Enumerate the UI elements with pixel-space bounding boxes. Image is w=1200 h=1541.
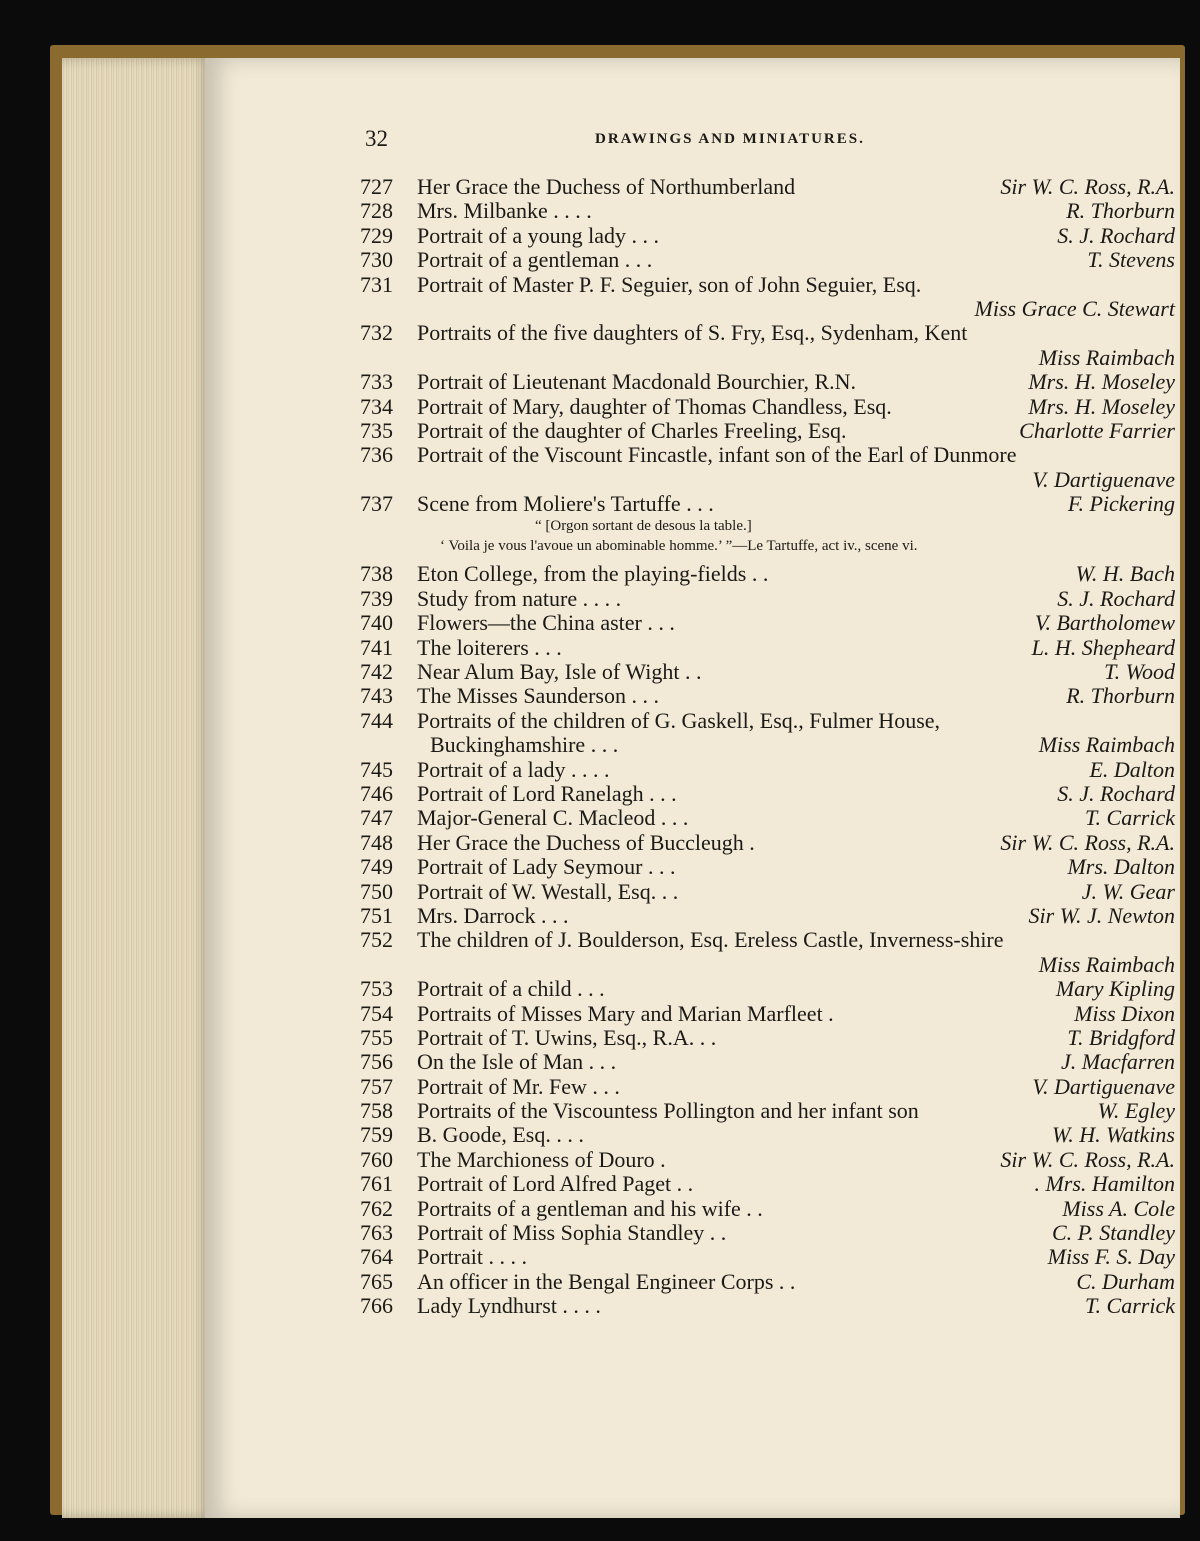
entry-number: 766 [360, 1293, 393, 1319]
catalogue-entry [360, 587, 1175, 611]
entry-title: Lady Lyndhurst . . . . [417, 1293, 601, 1319]
entry-title: B. Goode, Esq. . . . [417, 1122, 584, 1148]
catalogue-entry [360, 611, 1175, 635]
catalogue-entry [360, 346, 1175, 370]
entry-title: Portraits of a gentleman and his wife . . [417, 1195, 763, 1221]
catalogue-entry [360, 1002, 1175, 1026]
catalogue-entry [360, 977, 1175, 1001]
entry-title: On the Isle of Man . . . [417, 1049, 617, 1075]
entry-title: Portraits of Misses Mary and Marian Marfleet . [417, 1000, 834, 1026]
entry-list-2 [360, 562, 1175, 1318]
entry-title: Study from nature . . . . [417, 585, 622, 611]
entry-title: Major-General C. Macleod . . . [417, 805, 689, 831]
catalogue-entry [360, 199, 1175, 223]
entry-number: 743 [360, 683, 393, 709]
entry-number: 746 [360, 780, 393, 806]
entry-artist: S. J. Rochard [1057, 585, 1175, 611]
entry-title: Portrait of Mr. Few . . . [417, 1073, 620, 1099]
catalogue-entries [360, 175, 1175, 1319]
book-page [205, 58, 1180, 1518]
entry-artist: R. Thorburn [1066, 683, 1175, 709]
entry-artist: Sir W. C. Ross, R.A. [1000, 174, 1175, 199]
entry-number: 737 [360, 491, 393, 517]
catalogue-entry [360, 928, 1175, 952]
entry-artist: J. Macfarren [1060, 1049, 1175, 1075]
quote-line-2 [360, 536, 1175, 556]
entry-artist: Mrs. Dalton [1067, 854, 1175, 880]
catalogue-entry [360, 419, 1175, 443]
entry-title: Portrait of W. Westall, Esq. . . [417, 878, 679, 904]
entry-title: Portrait of Master P. F. Seguier, son of John Seguier, Esq. [417, 271, 922, 297]
entry-number: 731 [360, 271, 393, 297]
catalogue-entry [360, 1148, 1175, 1172]
entry-artist: Miss Raimbach [1038, 732, 1175, 758]
catalogue-entry [360, 1123, 1175, 1147]
catalogue-entry [360, 492, 1175, 516]
entry-number: 738 [360, 561, 393, 587]
catalogue-entry [360, 904, 1175, 928]
page-number: 32 [365, 126, 388, 151]
entry-number: 758 [360, 1098, 393, 1124]
running-title: DRAWINGS AND MINIATURES. [595, 131, 865, 147]
entry-number: 730 [360, 247, 393, 273]
entry-title: Portrait of Lady Seymour . . . [417, 854, 676, 880]
entry-artist: F. Pickering [1067, 491, 1175, 517]
entry-number: 745 [360, 756, 393, 782]
catalogue-entry [360, 684, 1175, 708]
catalogue-entry [360, 1075, 1175, 1099]
entry-number: 736 [360, 442, 393, 468]
entry-number: 735 [360, 417, 393, 443]
entry-title: The children of J. Boulderson, Esq. Ereless Castle, Inverness-shire [417, 927, 1004, 953]
entry-artist: Miss F. S. Day [1047, 1244, 1175, 1270]
page-edges [62, 58, 212, 1518]
entry-artist: T. Wood [1104, 659, 1175, 685]
entry-number: 727 [360, 174, 393, 199]
entry-artist: T. Stevens [1087, 247, 1175, 273]
entry-number: 741 [360, 634, 393, 660]
catalogue-entry [360, 636, 1175, 660]
entry-title: An officer in the Bengal Engineer Corps . . [417, 1268, 796, 1294]
entry-title: The loiterers . . . [417, 634, 562, 660]
entry-artist: S. J. Rochard [1057, 780, 1175, 806]
quote-line-1 [360, 516, 1175, 536]
entry-title: Her Grace the Duchess of Buccleugh . [417, 829, 755, 855]
catalogue-entry [360, 1050, 1175, 1074]
entry-title: Portrait of a young lady . . . [417, 222, 659, 248]
catalogue-entry [360, 370, 1175, 394]
entry-title: Portrait of Lord Alfred Paget . . [417, 1171, 694, 1197]
catalogue-entry [360, 1172, 1175, 1196]
entry-artist: V. Bartholomew [1034, 610, 1175, 636]
catalogue-entry [360, 468, 1175, 492]
entry-number: 750 [360, 878, 393, 904]
entry-artist: T. Carrick [1084, 805, 1175, 831]
entry-title: Portraits of the five daughters of S. Fry, Esq., Sydenham, Kent [417, 320, 968, 346]
catalogue-entry [360, 562, 1175, 586]
catalogue-entry [360, 758, 1175, 782]
catalogue-entry [360, 1197, 1175, 1221]
entry-number: 765 [360, 1268, 393, 1294]
catalogue-entry [360, 782, 1175, 806]
entry-artist: Mrs. H. Moseley [1028, 393, 1175, 419]
entry-number: 759 [360, 1122, 393, 1148]
entry-title: Portrait of a gentleman . . . [417, 247, 653, 273]
entry-number: 752 [360, 927, 393, 953]
entry-title: Portrait of Miss Sophia Standley . . [417, 1220, 727, 1246]
entry-title: Buckinghamshire . . . [430, 732, 619, 758]
entry-artist: Sir W. J. Newton [1028, 902, 1175, 928]
catalogue-entry [360, 321, 1175, 345]
entry-title: Portrait of a child . . . [417, 976, 605, 1002]
entry-title: Scene from Moliere's Tartuffe . . . [417, 491, 714, 517]
entry-title: Flowers—the China aster . . . [417, 610, 675, 636]
entry-artist: W. Egley [1097, 1098, 1175, 1124]
entry-title: Portrait of a lady . . . . [417, 756, 610, 782]
entry-artist: Sir W. C. Ross, R.A. [1000, 829, 1175, 855]
entry-title: Near Alum Bay, Isle of Wight . . [417, 659, 702, 685]
entry-number: 744 [360, 707, 393, 733]
entry-artist: Mrs. H. Moseley [1028, 369, 1175, 395]
entry-artist: W. H. Watkins [1051, 1122, 1175, 1148]
entry-artist: Miss Raimbach [1038, 344, 1175, 370]
catalogue-entry [360, 1270, 1175, 1294]
entry-artist: Charlotte Farrier [1019, 417, 1175, 443]
entry-title: Portrait of Lieutenant Macdonald Bourchier, R.N. [417, 369, 857, 395]
quote-text-2: ‘ Voila je vous l'avoue un abominable homme.’ ”—Le Tartuffe, act iv., scene vi. [440, 538, 918, 555]
entry-number: 764 [360, 1244, 393, 1270]
entry-title: The Misses Saunderson . . . [417, 683, 659, 709]
entry-number: 742 [360, 659, 393, 685]
catalogue-entry [360, 831, 1175, 855]
entry-number: 739 [360, 585, 393, 611]
entry-title: The Marchioness of Douro . [417, 1146, 666, 1172]
entry-artist: S. J. Rochard [1057, 222, 1175, 248]
catalogue-entry [360, 953, 1175, 977]
entry-artist: T. Carrick [1084, 1293, 1175, 1319]
entry-title: Portraits of the children of G. Gaskell, Esq., Fulmer House, [417, 707, 941, 733]
entry-artist: E. Dalton [1089, 756, 1175, 782]
entry-artist: Mary Kipling [1055, 976, 1175, 1002]
entry-title: Portrait of Mary, daughter of Thomas Chandless, Esq. [417, 393, 892, 419]
catalogue-entry [360, 709, 1175, 733]
entry-artist: T. Bridgford [1067, 1024, 1175, 1050]
entry-title: Portrait of T. Uwins, Esq., R.A. . . [417, 1024, 717, 1050]
catalogue-entry [360, 806, 1175, 830]
catalogue-entry [360, 224, 1175, 248]
catalogue-entry [360, 660, 1175, 684]
entry-number: 763 [360, 1220, 393, 1246]
catalogue-entry [360, 1294, 1175, 1318]
entry-artist: J. W. Gear [1081, 878, 1175, 904]
entry-artist: Miss Raimbach [1038, 951, 1175, 977]
entry-title: Her Grace the Duchess of Northumberland [417, 174, 796, 199]
catalogue-entry [360, 443, 1175, 467]
entry-artist: L. H. Shepheard [1031, 634, 1175, 660]
entry-number: 760 [360, 1146, 393, 1172]
entry-artist: V. Dartiguenave [1032, 466, 1175, 492]
entry-number: 762 [360, 1195, 393, 1221]
catalogue-entry [360, 395, 1175, 419]
entry-artist: . Mrs. Hamilton [1034, 1171, 1175, 1197]
entry-number: 734 [360, 393, 393, 419]
catalogue-entry [360, 297, 1175, 321]
entry-title: Portrait of the Viscount Fincastle, infant son of the Earl of Dunmore [417, 442, 1017, 468]
catalogue-entry [360, 273, 1175, 297]
entry-number: 751 [360, 902, 393, 928]
entry-title: Portrait of Lord Ranelagh . . . [417, 780, 677, 806]
entry-artist: Miss A. Cole [1062, 1195, 1175, 1221]
entry-artist: C. P. Standley [1051, 1220, 1175, 1246]
entry-number: 754 [360, 1000, 393, 1026]
entry-number: 732 [360, 320, 393, 346]
entry-number: 755 [360, 1024, 393, 1050]
entry-number: 749 [360, 854, 393, 880]
entry-number: 761 [360, 1171, 393, 1197]
entry-number: 748 [360, 829, 393, 855]
entry-artist: Miss Dixon [1074, 1000, 1175, 1026]
catalogue-entry [360, 855, 1175, 879]
entry-title: Mrs. Darrock . . . [417, 902, 569, 928]
entry-artist: Miss Grace C. Stewart [974, 295, 1175, 321]
entry-number: 747 [360, 805, 393, 831]
entry-title: Portrait of the daughter of Charles Freeling, Esq. [417, 417, 847, 443]
entry-title: Eton College, from the playing-fields . . [417, 561, 769, 587]
entry-number: 733 [360, 369, 393, 395]
entry-artist: V. Dartiguenave [1032, 1073, 1175, 1099]
page-header [365, 126, 1125, 156]
catalogue-entry [360, 248, 1175, 272]
entry-title: Portraits of the Viscountess Pollington and her infant son [417, 1098, 919, 1124]
entry-number: 728 [360, 198, 393, 224]
catalogue-entry [360, 1221, 1175, 1245]
entry-number: 729 [360, 222, 393, 248]
catalogue-entry [360, 1099, 1175, 1123]
catalogue-entry [360, 1026, 1175, 1050]
entry-title: Portrait . . . . [417, 1244, 527, 1270]
entry-number: 756 [360, 1049, 393, 1075]
entry-number: 753 [360, 976, 393, 1002]
catalogue-entry [360, 880, 1175, 904]
entry-artist: W. H. Bach [1075, 561, 1175, 587]
entry-list-1 [360, 175, 1175, 516]
entry-artist: R. Thorburn [1066, 198, 1175, 224]
entry-title: Mrs. Milbanke . . . . [417, 198, 592, 224]
entry-number: 757 [360, 1073, 393, 1099]
entry-number: 740 [360, 610, 393, 636]
catalogue-entry [360, 175, 1175, 199]
catalogue-entry [360, 733, 1175, 757]
quote-text-1: “ [Orgon sortant de desous la table.] [535, 518, 752, 535]
entry-artist: C. Durham [1076, 1268, 1175, 1294]
entry-artist: Sir W. C. Ross, R.A. [1000, 1146, 1175, 1172]
catalogue-entry [360, 1245, 1175, 1269]
